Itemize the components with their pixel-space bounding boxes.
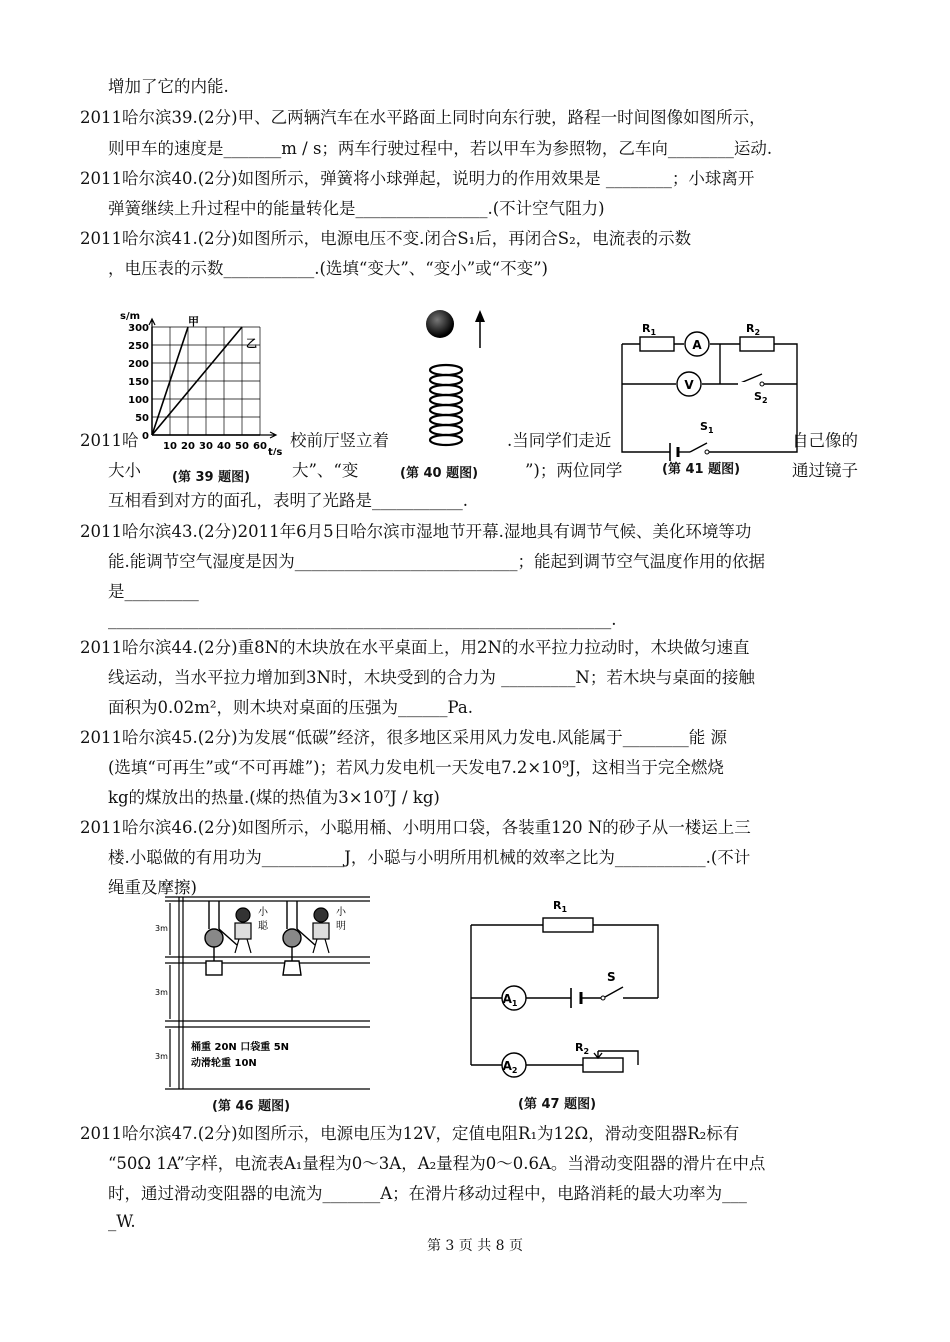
person-xiaocong: [235, 908, 251, 953]
svg-text:S1: $S_1$: [700, 420, 714, 435]
question-47-line4: _W.: [108, 1212, 136, 1231]
figure-46-caption: (第 46 题图): [212, 1099, 291, 1114]
x-tick-label: 50: [235, 441, 249, 452]
figure-46-pulleys: [155, 893, 375, 1098]
a1-label: A: [502, 992, 512, 1006]
question-43-line4: _____________________________________________________________.: [108, 610, 617, 629]
question-39-line1: 2011哈尔滨39.(2分)甲、乙两辆汽车在水平路面上同时向东行驶，路程一时间图像如图所示，: [80, 108, 766, 127]
question-43-line1: 2011哈尔滨43.(2分)2011年6月5日哈尔滨市湿地节开幕.湿地具有调节气候、美化环境等功: [80, 522, 752, 541]
figure-47-caption: (第 47 题图): [518, 1097, 597, 1112]
figure-41-circuit: [612, 312, 812, 462]
question-41-line2: ，电压表的示数___________.(选填“变大”、“变小”或“不变”): [108, 259, 548, 278]
resistor-r2: [740, 337, 774, 351]
question-44-line1: 2011哈尔滨44.(2分)重8N的木块放在水平桌面上，用2N的水平拉力拉动时，木块做匀速直: [80, 638, 750, 657]
weights-note-2: 动滑轮重 10N: [191, 1058, 257, 1069]
svg-text:A1: $A_1$: [502, 992, 518, 1008]
question-46-line3: 绳重及摩擦): [108, 878, 197, 897]
y-axis-label: s/m: [120, 311, 141, 322]
question-42-fragment: 自己像的: [792, 431, 858, 450]
x-axis-arrow: [152, 432, 276, 438]
pulley-bag: [283, 901, 315, 975]
question-44-line3: 面积为0.02m²，则木块对桌面的压强为______Pa.: [108, 698, 473, 717]
question-46-line2: 楼.小聪做的有用功为__________J，小聪与小明所用机械的效率之比为___________.(不计: [108, 848, 751, 867]
r2-label: R: [575, 1041, 584, 1054]
figure-39-chart: [118, 305, 298, 455]
question-42-fragment: ”)；两位同学: [525, 461, 623, 480]
text-line: 增加了它的内能.: [108, 77, 229, 96]
switch-s1: [690, 443, 709, 454]
x-tick-label: 10: [163, 441, 177, 452]
question-42-fragment: 大小: [108, 461, 141, 480]
battery: [571, 988, 581, 1008]
figure-41-caption: (第 41 题图): [662, 462, 741, 477]
question-43-line3: 是_________: [108, 582, 199, 601]
question-45-line2: (选填“可再生”或“不可再雄”)；若风力发电机一天发电7.2×10⁹J，这相当于完全燃烧: [108, 758, 724, 777]
ammeter-label: A: [692, 338, 702, 352]
question-42-fragment: .当同学们走近: [507, 431, 612, 450]
series-label-jia: 甲: [188, 315, 199, 328]
svg-text:R2: $R_2$: [575, 1041, 590, 1056]
switch-s2: [738, 374, 764, 388]
question-47-line1: 2011哈尔滨47.(2分)如图所示，电源电压为12V，定值电阻R₁为12Ω，滑动变阻器R₂标有: [80, 1124, 740, 1143]
voltmeter-label: V: [684, 378, 694, 392]
resistor-r1: [543, 918, 593, 932]
a2-label: A: [502, 1059, 512, 1073]
question-42-fragment: 通过镜子: [792, 461, 858, 480]
s2-label: S: [754, 390, 762, 403]
spring-coil: [430, 365, 462, 445]
y-tick-label: 250: [128, 341, 149, 352]
rheostat-r2: [583, 1058, 623, 1072]
y-tick-label: 100: [128, 395, 149, 406]
y-tick-label: 150: [128, 377, 149, 388]
r1-label: R: [553, 899, 562, 912]
switch-s: [601, 987, 623, 1000]
y-tick-label: 0: [142, 431, 149, 442]
figure-40-caption: (第 40 题图): [400, 466, 479, 481]
y-tick-label: 200: [128, 359, 149, 370]
y-tick-label: 300: [128, 323, 149, 334]
name-xiaoming-2: 明: [336, 921, 346, 932]
name-xiaocong-2: 聪: [258, 921, 268, 932]
question-41-line1: 2011哈尔滨41.(2分)如图所示，电源电压不变.闭合S₁后，再闭合S₂，电流表的示数: [80, 229, 692, 248]
question-42-fragment: 大”、“变: [292, 461, 359, 480]
name-xiaocong-1: 小: [258, 907, 268, 918]
pulley-bucket: [205, 901, 237, 975]
resistor-r1: [640, 337, 674, 351]
person-xiaoming: [313, 908, 329, 953]
slider-arrow-icon: [594, 1051, 602, 1058]
question-46-line1: 2011哈尔滨46.(2分)如图所示，小聪用桶、小明用口袋，各装重120 N的砂子从一楼运上三: [80, 818, 751, 837]
r1-label: R: [642, 322, 651, 335]
question-44-line2: 线运动，当水平拉力增加到3N时，木块受到的合力为 _________N；若木块与桌面的接触: [108, 668, 755, 687]
s-label: S: [607, 970, 616, 984]
floor-height-2: 3m: [155, 988, 168, 997]
series-label-yi: 乙: [246, 337, 257, 350]
floor-height-3: 3m: [155, 1052, 168, 1061]
question-40-line2: 弹簧继续上升过程中的能量转化是________________.(不计空气阻力): [108, 199, 605, 218]
r2-label: R: [746, 322, 755, 335]
x-tick-label: 60: [253, 441, 267, 452]
page-footer: 第 3 页 共 8 页: [426, 1238, 524, 1254]
ball: [426, 310, 454, 338]
x-axis-label: t/s: [268, 447, 283, 455]
name-xiaoming-1: 小: [336, 907, 346, 918]
x-tick-label: 30: [199, 441, 213, 452]
svg-text:R2: $R_2$: [746, 322, 761, 337]
svg-text:R1: $R_1$: [553, 899, 568, 914]
floor-height-1: 3m: [155, 924, 168, 933]
question-47-line3: 时，通过滑动变阻器的电流为_______A；在滑片移动过程中，电路消耗的最大功率为___: [108, 1184, 747, 1203]
figure-39-caption: (第 39 题图): [172, 470, 251, 485]
svg-text:S2: $S_2$: [754, 390, 768, 405]
s1-label: S: [700, 420, 708, 433]
x-tick-label: 40: [217, 441, 231, 452]
figure-40-spring: [418, 300, 498, 460]
figure-47-circuit: [463, 895, 663, 1090]
svg-text:R1: $R_1$: [642, 322, 657, 337]
question-45-line3: kg的煤放出的热量.(煤的热值为3×10⁷J / kg): [108, 788, 440, 807]
question-42-fragment: 校前厅竖立着: [290, 431, 389, 450]
question-39-line2: 则甲车的速度是_______m / s；两车行驶过程中，若以甲车为参照物，乙车向________运动.: [108, 139, 773, 158]
question-43-line2: 能.能调节空气湿度是因为___________________________；能起到调节空气温度作用的依据: [108, 552, 765, 571]
question-47-line2: “50Ω 1A”字样，电流表A₁量程为0～3A，A₂量程为0～0.6A。当滑动变阻器的滑片在中点: [108, 1154, 766, 1173]
svg-text:A2: $A_2$: [502, 1059, 518, 1075]
y-axis-arrow: [149, 319, 155, 435]
question-42-fragment: 2011哈: [80, 431, 139, 450]
question-45-line1: 2011哈尔滨45.(2分)为发展“低碳”经济，很多地区采用风力发电.风能属于________能 源: [80, 728, 727, 747]
x-tick-label: 20: [181, 441, 195, 452]
question-40-line1: 2011哈尔滨40.(2分)如图所示，弹簧将小球弹起，说明力的作用效果是 ________；小球离开: [80, 169, 755, 188]
y-tick-label: 50: [135, 413, 149, 424]
weights-note-1: 桶重 20N 口袋重 5N: [191, 1042, 290, 1053]
question-42-line3: 互相看到对方的面孔，表明了光路是___________.: [108, 491, 468, 510]
